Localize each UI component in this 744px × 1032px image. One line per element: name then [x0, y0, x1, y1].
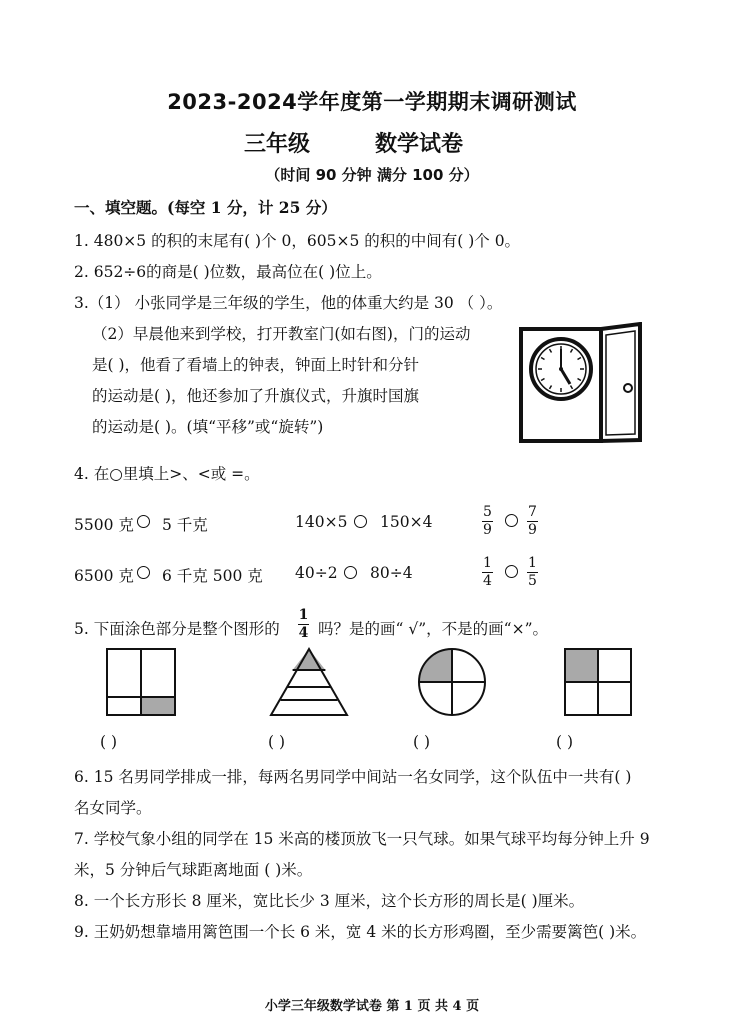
- question-1: 1. 480×5 的积的末尾有( )个 0，605×5 的积的中间有( )个 0。: [74, 232, 521, 250]
- compare-circle[interactable]: [505, 565, 518, 578]
- exam-title: 2023-2024学年度第一学期期末调研测试: [167, 90, 577, 114]
- door-clock-figure: [518, 322, 644, 444]
- shape-circle-quarters: [416, 646, 488, 718]
- compare-circle[interactable]: [344, 566, 357, 579]
- question-2: 2. 652÷6的商是( )位数，最高位在( )位上。: [74, 263, 382, 281]
- answer-blank[interactable]: ( ): [100, 733, 118, 751]
- clock-icon: [531, 339, 591, 399]
- question-3-2-line3: 的运动是( )，他还参加了升旗仪式，升旗时国旗: [92, 387, 420, 405]
- answer-blank[interactable]: ( ): [268, 733, 286, 751]
- compare-circle[interactable]: [505, 514, 518, 527]
- compare-circle[interactable]: [354, 515, 367, 528]
- question-5-prefix: 5. 下面涂色部分是整个图形的: [74, 620, 280, 638]
- compare-left: 140×5: [295, 513, 348, 531]
- compare-left: 40÷2: [295, 564, 338, 582]
- compare-circle[interactable]: [137, 515, 150, 528]
- compare-left: 6500 克: [74, 567, 134, 585]
- question-8: 8. 一个长方形长 8 厘米，宽比长少 3 厘米，这个长方形的周长是( )厘米。: [74, 892, 585, 910]
- question-3-2-line2: 是( )，他看了看墙上的钟表，钟面上时针和分针: [92, 356, 420, 374]
- fraction: 1 4: [483, 555, 492, 589]
- answer-blank[interactable]: ( ): [413, 733, 431, 751]
- question-9: 9. 王奶奶想靠墙用篱笆围一个长 6 米，宽 4 米的长方形鸡圈，至少需要篱笆( )米。: [74, 923, 647, 941]
- grade-label: 三年级: [244, 132, 311, 157]
- fraction: 5 9: [483, 504, 492, 538]
- section-heading: 一、填空题。(每空 1 分，计 25 分）: [74, 198, 337, 217]
- shape-square-quarters: [562, 646, 634, 718]
- fraction: 1 4: [298, 607, 309, 641]
- question-6-line2: 名女同学。: [74, 799, 152, 817]
- question-7-line1: 7. 学校气象小组的同学在 15 米高的楼顶放飞一只气球。如果气球平均每分钟上升 9: [74, 830, 650, 848]
- question-5-suffix: 吗？是的画“ √”，不是的画“×”。: [318, 620, 548, 638]
- exam-info: （时间 90 分钟 满分 100 分）: [265, 166, 479, 184]
- compare-circle[interactable]: [137, 566, 150, 579]
- shape-triangle-layers: [268, 646, 350, 718]
- question-7-line2: 米，5 分钟后气球距离地面 ( )米。: [74, 861, 313, 879]
- shape-square-split: [104, 646, 178, 718]
- question-3-1: 3.（1） 小张同学是三年级的学生，他的体重大约是 30 （ ）。: [74, 294, 503, 312]
- compare-right: 150×4: [380, 513, 433, 531]
- compare-right: 80÷4: [370, 564, 413, 582]
- question-6-line1: 6. 15 名男同学排成一排，每两名男同学中间站一名女同学，这个队伍中一共有( ): [74, 768, 632, 786]
- fraction: 1 5: [528, 555, 537, 589]
- compare-right: 6 千克 500 克: [162, 567, 263, 585]
- question-3-2-line1: （2）早晨他来到学校，打开教室门(如右图)，门的运动: [92, 325, 471, 343]
- compare-left: 5500 克: [74, 516, 134, 534]
- answer-blank[interactable]: ( ): [556, 733, 574, 751]
- fraction: 7 9: [528, 504, 537, 538]
- question-4: 4. 在○里填上>、<或 =。: [74, 465, 260, 483]
- compare-right: 5 千克: [162, 516, 208, 534]
- subject-label: 数学试卷: [375, 132, 464, 157]
- question-3-2-line4: 的运动是( )。(填“平移”或“旋转”): [92, 418, 324, 436]
- page-footer: 小学三年级数学试卷 第 1 页 共 4 页: [264, 999, 480, 1014]
